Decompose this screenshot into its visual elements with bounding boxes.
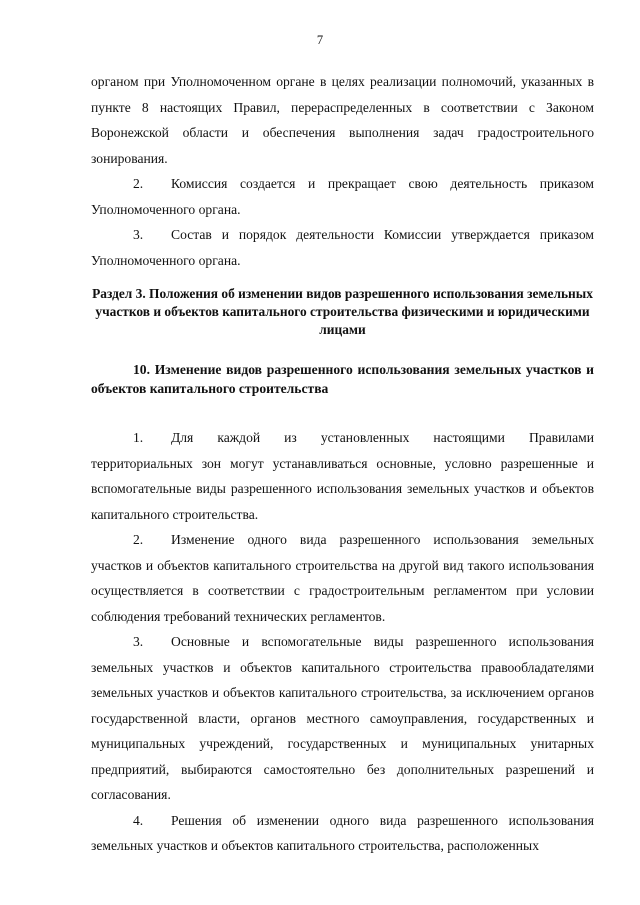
item-number: 4. [133,812,144,828]
article-item-text: Изменение одного вида разрешенного использования земельных участков и объектов капитального строительства на другой вид такого использования осуществляется в соответствии с градостроительным регламентом при условии соблюдения требований технических регламентов. [91,532,594,624]
item-number: 2. [133,532,144,547]
paragraph-text: Комиссия создается и прекращает свою деятельность приказом Уполномоченного органа. [91,176,594,217]
page-content [91,69,594,859]
paragraph-item-3 [91,222,594,273]
page-number: 7 [316,33,324,47]
article-item-text: Решения об изменении одного вида разрешенного использования земельных участков и объектов капитального строительства, расположенных [91,812,594,853]
paragraph-item-2 [91,171,594,222]
article-item-3 [91,629,594,808]
paragraph-text: Состав и порядок деятельности Комиссии утверждается приказом Уполномоченного органа. [91,227,594,268]
article-item-text: Для каждой из установленных настоящими Правилами территориальных зон могут устанавливаться основные, условно разрешенные и вспомогательные виды разрешенного использования земельных участков и объектов капитального строительства. [91,430,594,522]
article-item-2 [91,527,594,629]
item-number: 1. [133,430,144,445]
paragraph-continuation [91,69,594,171]
article-item-4 [91,808,594,859]
item-number: 3. [133,227,144,242]
article-item-text: Основные и вспомогательные виды разрешенного использования земельных участков и объектов капитального строительства правообладателями земельных участков и объектов капитального строительства, за исключением органов государственной власти, органов местного самоуправления, государственных и муниципальных учреждений, государственных и муниципальных унитарных предприятий, выбираются самостоятельно без дополнительных разрешений и согласования. [91,634,594,802]
item-number: 3. [133,634,144,649]
article-heading: 10. Изменение видов разрешенного использования земельных участков и объектов капитального строительства [91,362,594,396]
section-heading: Раздел 3. Положения об изменении видов разрешенного использования земельных участков и объектов капитального строительства физическими и юридическими лицами [92,286,593,337]
item-number: 2. [133,176,144,191]
article-item-1 [91,425,594,527]
paragraph-text: органом при Уполномоченном органе в целях реализации полномочий, указанных в пункте 8 настоящих Правил, перераспределенных в соответствии с Законом Воронежской области и обеспечения выполнения задач градостроительного зонирования. [91,74,594,166]
